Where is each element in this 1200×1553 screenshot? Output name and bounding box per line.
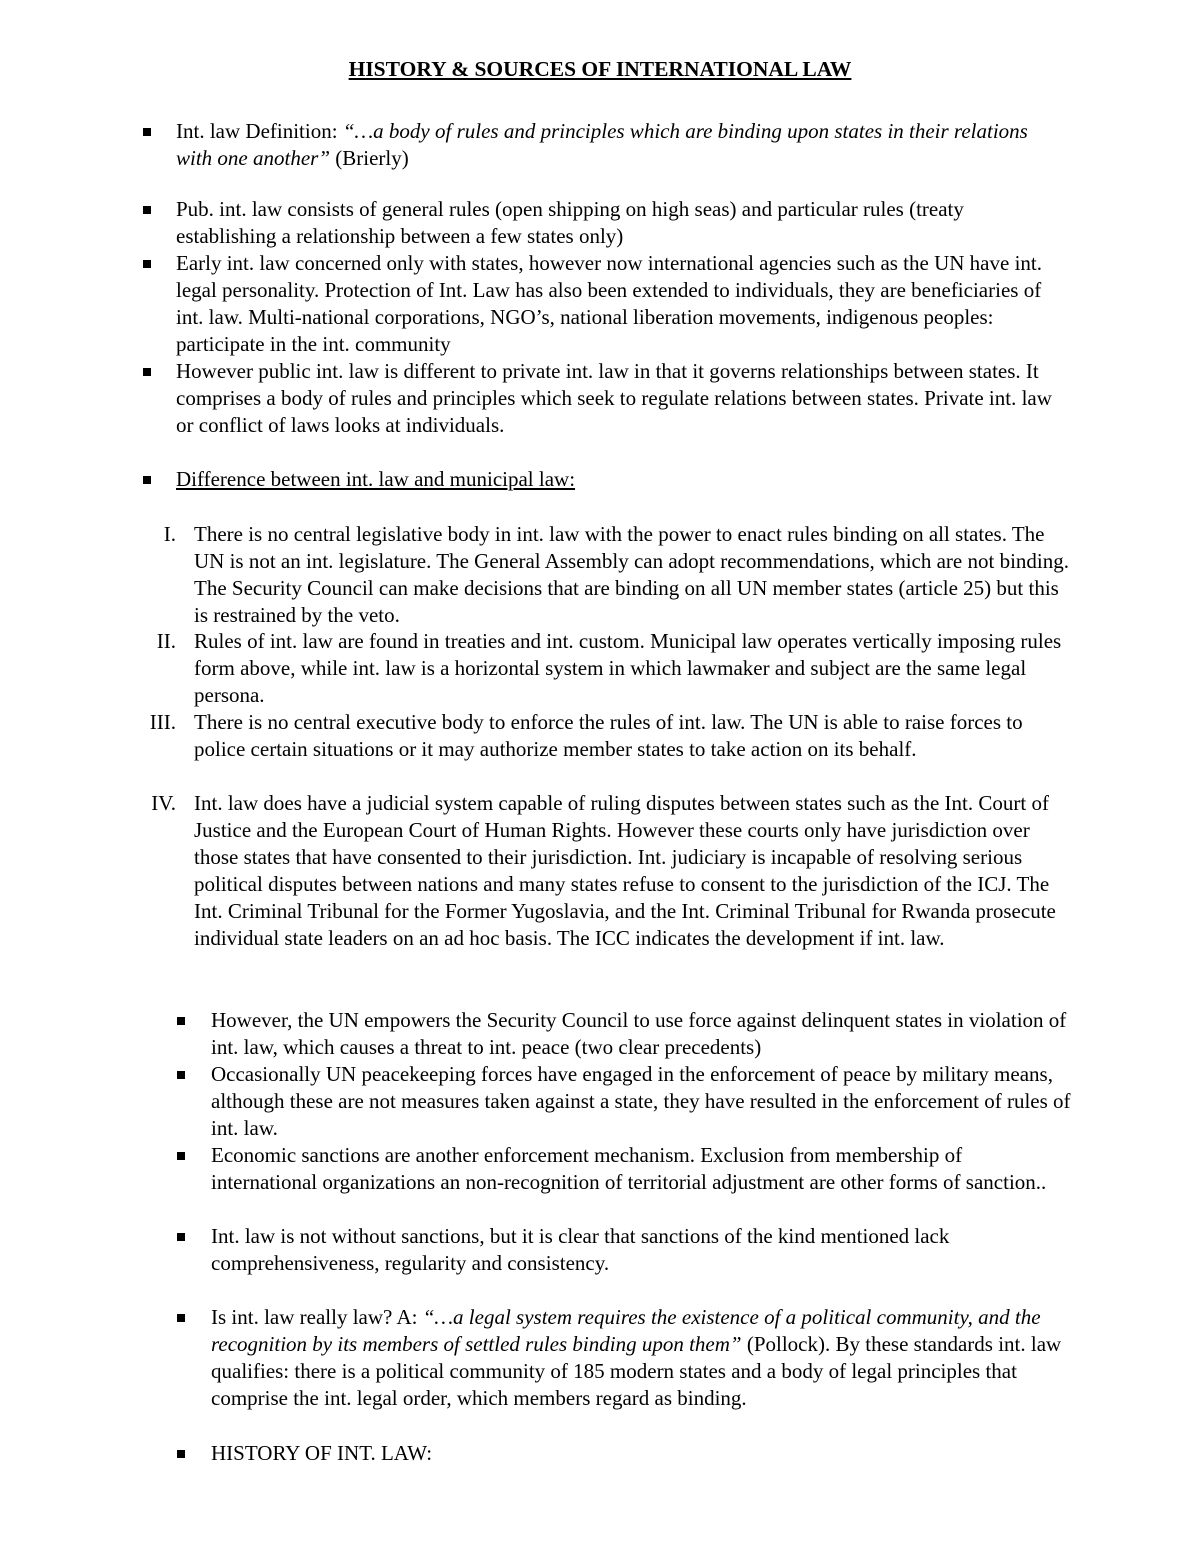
roman-numeral: II.	[156, 629, 176, 653]
bullet-text: However public int. law is different to private int. law in that it governs relationships between states. It comprises a body of rules and principles which seek to regulate relations between states. Private int. law or conflict of laws looks at individuals.	[176, 359, 1052, 437]
bullet-square-icon	[177, 1152, 185, 1160]
bullet-text: However, the UN empowers the Security Council to use force against delinquent states in violation of int. law, which causes a threat to int. peace (two clear precedents)	[211, 1008, 1067, 1059]
section-heading: HISTORY OF INT. LAW:	[211, 1441, 433, 1465]
roman-item-text: Int. law does have a judicial system capable of ruling disputes between states such as the Int. Court of Justice and the European Court of Human Rights. However these courts only have jurisdiction over those states that have consented to their jurisdiction. Int. judiciary is incapable of resolving serious political disputes between nations and many states refuse to consent to the jurisdiction of the ICJ. The Int. Criminal Tribunal for the Former Yugoslavia, and the Int. Criminal Tribunal for Rwanda prosecute individual state leaders on an ad hoc basis. The ICC indicates the development if int. law.	[194, 791, 1056, 950]
bullet-square-icon	[177, 1017, 185, 1025]
bullet-square-icon	[143, 476, 151, 484]
roman-numeral: I.	[163, 522, 176, 546]
roman-item-text: There is no central legislative body in int. law with the power to enact rules binding on all states. The UN is not an int. legislature. The General Assembly can adopt recommendations, which are not binding. The Security Council can make decisions that are binding on all UN member states (article 25) but this is restrained by the veto.	[194, 522, 1069, 627]
roman-numeral: IV.	[151, 791, 176, 815]
page-title: HISTORY & SOURCES OF INTERNATIONAL LAW	[348, 57, 852, 81]
bullet-text: Early int. law concerned only with states, however now international agencies such as the UN have int. legal personality. Protection of Int. Law has also been extended to individuals, they are beneficiaries of int. law. Multi-national corporations, NGO’s, national liberation movements, indigenous peoples: participate in the int. community	[176, 251, 1042, 356]
bullet-square-icon	[177, 1314, 185, 1322]
bullet-square-icon	[177, 1450, 185, 1458]
roman-item-text: There is no central executive body to enforce the rules of int. law. The UN is able to raise forces to police certain situations or it may authorize member states to take action on its behalf.	[194, 710, 1023, 761]
bullet-square-icon	[177, 1233, 185, 1241]
bullet-text: Occasionally UN peacekeeping forces have engaged in the enforcement of peace by military means, although these are not measures taken against a state, they have resulted in the enforcement of rules of int. law.	[211, 1062, 1071, 1140]
bullet-square-icon	[177, 1071, 185, 1079]
bullet-text: Int. law Definition: “…a body of rules and principles which are binding upon states in their relations with one another” (Brierly)	[176, 119, 1028, 170]
bullet-square-icon	[143, 128, 151, 136]
bullet-text: Is int. law really law? A: “…a legal system requires the existence of a political community, and the recognition by its members of settled rules binding upon them” (Pollock). By these standards int. law qualifies: there is a political community of 185 modern states and a body of legal principles that comprise the int. legal order, which members regard as binding.	[211, 1305, 1062, 1410]
bullet-text: Int. law is not without sanctions, but it is clear that sanctions of the kind mentioned lack comprehensiveness, regularity and consistency.	[211, 1224, 950, 1275]
bullet-square-icon	[143, 368, 151, 376]
bullet-text: Economic sanctions are another enforcement mechanism. Exclusion from membership of international organizations an non-recognition of territorial adjustment are other forms of sanction..	[211, 1143, 1047, 1194]
section-heading: Difference between int. law and municipal law:	[176, 467, 576, 491]
bullet-square-icon	[143, 260, 151, 268]
bullet-text: Pub. int. law consists of general rules (open shipping on high seas) and particular rules (treaty establishing a relationship between a few states only)	[176, 197, 964, 248]
roman-item-text: Rules of int. law are found in treaties and int. custom. Municipal law operates vertically imposing rules form above, while int. law is a horizontal system in which lawmaker and subject are the same legal persona.	[194, 629, 1062, 707]
roman-numeral: III.	[149, 710, 176, 734]
bullet-square-icon	[143, 206, 151, 214]
